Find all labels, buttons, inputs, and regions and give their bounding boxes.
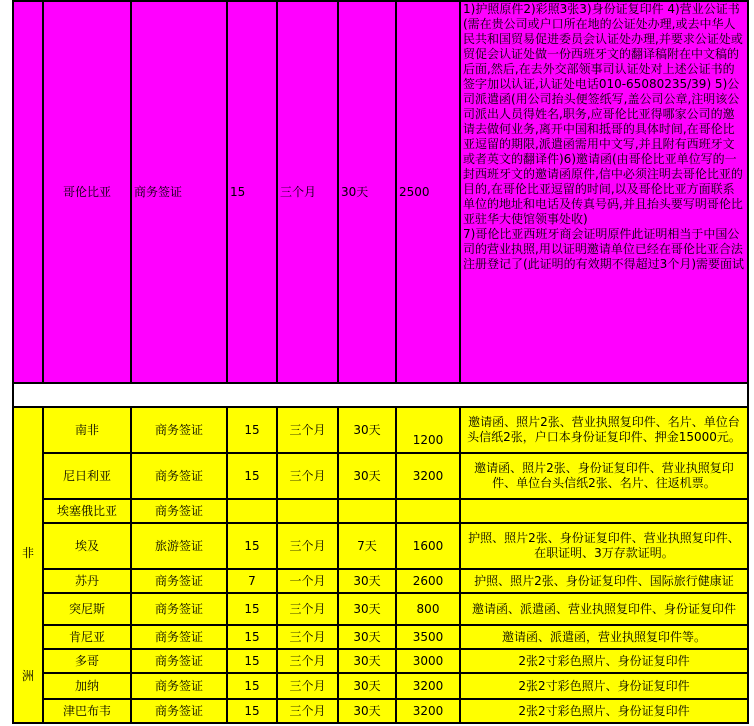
fee-cell[interactable]: 3200 (396, 673, 460, 699)
validity-cell[interactable]: 三个月 (277, 593, 338, 625)
country-cell[interactable]: 突尼斯 (43, 593, 131, 625)
country-cell[interactable]: 尼日利亚 (43, 453, 131, 499)
validity-cell[interactable]: 一个月 (277, 569, 338, 593)
processing-days-cell[interactable]: 15 (227, 593, 277, 625)
table-row (13, 569, 748, 593)
region-label-2: 洲 (21, 669, 34, 683)
visa-type-cell[interactable]: 商务签证 (131, 593, 227, 625)
validity-cell[interactable]: 三个月 (277, 699, 338, 723)
table-row (13, 649, 748, 673)
table-row (13, 699, 748, 723)
table-row (13, 499, 748, 523)
country-cell[interactable]: 南非 (43, 407, 131, 453)
country-cell[interactable]: 津巴布韦 (43, 699, 131, 723)
processing-days-cell[interactable]: 15 (227, 453, 277, 499)
processing-days-cell[interactable]: 15 (227, 699, 277, 723)
fee-cell[interactable]: 3500 (396, 625, 460, 649)
requirements-cell[interactable]: 护照、照片2张、身份证复印件、国际旅行健康证 (460, 569, 748, 593)
stay-cell[interactable]: 30天 (338, 699, 396, 723)
validity-cell[interactable]: 三个月 (277, 453, 338, 499)
visa-type-cell[interactable]: 旅游签证 (131, 523, 227, 569)
stay-cell[interactable]: 30天 (338, 569, 396, 593)
visa-type-cell[interactable]: 商务签证 (131, 407, 227, 453)
country-cell[interactable]: 加纳 (43, 673, 131, 699)
processing-days-cell[interactable]: 15 (227, 1, 277, 383)
region-cell-africa[interactable] (13, 407, 43, 723)
table-row (13, 407, 748, 453)
visa-type-cell[interactable]: 商务签证 (131, 673, 227, 699)
requirements-cell[interactable]: 2张2寸彩色照片、身份证复印件 (460, 673, 748, 699)
requirements-cell[interactable]: 1)护照原件2)彩照3张3)身份证复印件 4)营业公证书(需在贵公司或户口所在地的公证处办理,或去中华人民共和国贸易促进委员会认证处办理,并要求公证处或贸促会认证处做一份西班牙文的翻译稿附在中文稿的后面,然后,在去外交部领事司认证处对上述公证书的签字加以认证,认证处电话010-65080235/39) 5)公司派遣函(用公司抬头便签纸写,盖公司公章,注明该公司派出人员得姓名,职务,应哥伦比亚得哪家公司的邀请去做何业务,离开中国和抵哥的具体时间,在哥伦比亚逗留的期限,派遣函需用中文写,并且附有西班牙文或者英文的翻译件)6)邀请函(由哥伦比亚单位写的一封西班牙文的邀请函原件,信中必须注明去哥伦比亚的目的,在哥伦比亚逗留的时间,以及哥伦比亚方面联系单位的地址和电话及传真号码,并且抬头要写明哥伦比亚驻华大使馆领事处收) 7)哥伦比亚西班牙商会证明原件此证明相当于中国公司的营业执照,用以证明邀请单位已经在哥伦比亚合法注册登记了(此证明的有效期不得超过3个月)需要面试 (460, 1, 748, 383)
stay-cell[interactable]: 30天 (338, 649, 396, 673)
stay-cell[interactable]: 30天 (338, 625, 396, 649)
table-row (13, 625, 748, 649)
region-cell-top[interactable] (13, 1, 43, 383)
country-cell[interactable]: 多哥 (43, 649, 131, 673)
validity-cell[interactable]: 三个月 (277, 407, 338, 453)
validity-cell[interactable]: 三个月 (277, 625, 338, 649)
validity-cell[interactable]: 三个月 (277, 523, 338, 569)
country-cell[interactable]: 哥伦比亚 (43, 1, 131, 383)
fee-cell[interactable]: 1600 (396, 523, 460, 569)
country-cell[interactable]: 埃塞俄比亚 (43, 499, 131, 523)
processing-days-cell[interactable]: 7 (227, 569, 277, 593)
visa-type-cell[interactable]: 商务签证 (131, 1, 227, 383)
visa-type-cell[interactable]: 商务签证 (131, 699, 227, 723)
stay-cell[interactable] (338, 499, 396, 523)
stay-cell[interactable]: 7天 (338, 523, 396, 569)
country-cell[interactable]: 埃及 (43, 523, 131, 569)
processing-days-cell[interactable]: 15 (227, 649, 277, 673)
visa-type-cell[interactable]: 商务签证 (131, 649, 227, 673)
fee-cell[interactable]: 3200 (396, 699, 460, 723)
stay-cell[interactable]: 30天 (338, 673, 396, 699)
table-row (13, 453, 748, 499)
stay-cell[interactable]: 30天 (338, 407, 396, 453)
processing-days-cell[interactable]: 15 (227, 625, 277, 649)
processing-days-cell[interactable]: 15 (227, 523, 277, 569)
fee-cell[interactable]: 1200 (396, 407, 460, 453)
requirements-cell[interactable]: 邀请函、照片2张、身份证复印件、营业执照复印件、单位台头信纸2张、名片、往返机票。 (460, 453, 748, 499)
empty-cell[interactable] (13, 383, 748, 407)
visa-table (12, 0, 749, 724)
visa-type-cell[interactable]: 商务签证 (131, 453, 227, 499)
requirements-cell[interactable]: 2张2寸彩色照片、身份证复印件 (460, 699, 748, 723)
validity-cell[interactable]: 三个月 (277, 673, 338, 699)
validity-cell[interactable]: 三个月 (277, 649, 338, 673)
table-row (13, 593, 748, 625)
fee-cell[interactable]: 800 (396, 593, 460, 625)
validity-cell[interactable]: 三个月 (277, 1, 338, 383)
requirements-cell[interactable]: 2张2寸彩色照片、身份证复印件 (460, 649, 748, 673)
fee-cell[interactable]: 3200 (396, 453, 460, 499)
requirements-cell[interactable]: 护照、照片2张、身份证复印件、营业执照复印件、在职证明、3万存款证明。 (460, 523, 748, 569)
separator-row (13, 383, 748, 407)
table-row-colombia (13, 1, 748, 383)
fee-cell[interactable]: 3000 (396, 649, 460, 673)
requirements-cell[interactable]: 邀请函、照片2张、营业执照复印件、名片、单位台头信纸2张，户口本身份证复印件、押金15000元。 (460, 407, 748, 453)
stay-cell[interactable]: 30天 (338, 453, 396, 499)
visa-type-cell[interactable]: 商务签证 (131, 625, 227, 649)
requirements-cell[interactable]: 邀请函、派遣函，营业执照复印件等。 (460, 625, 748, 649)
stay-cell[interactable]: 30天 (338, 593, 396, 625)
visa-type-cell[interactable]: 商务签证 (131, 569, 227, 593)
country-cell[interactable]: 苏丹 (43, 569, 131, 593)
fee-cell[interactable] (396, 499, 460, 523)
validity-cell[interactable] (277, 499, 338, 523)
requirements-cell[interactable]: 邀请函、派遣函、营业执照复印件、身份证复印件 (460, 593, 748, 625)
country-cell[interactable]: 肯尼亚 (43, 625, 131, 649)
stay-cell[interactable]: 30天 (338, 1, 396, 383)
visa-type-cell[interactable]: 商务签证 (131, 499, 227, 523)
fee-cell[interactable]: 2600 (396, 569, 460, 593)
processing-days-cell[interactable]: 15 (227, 673, 277, 699)
fee-cell[interactable]: 2500 (396, 1, 460, 383)
table-row (13, 673, 748, 699)
processing-days-cell[interactable]: 15 (227, 407, 277, 453)
processing-days-cell[interactable] (227, 499, 277, 523)
table-row (13, 523, 748, 569)
requirements-cell[interactable] (460, 499, 748, 523)
region-label-1: 非 (21, 546, 34, 560)
